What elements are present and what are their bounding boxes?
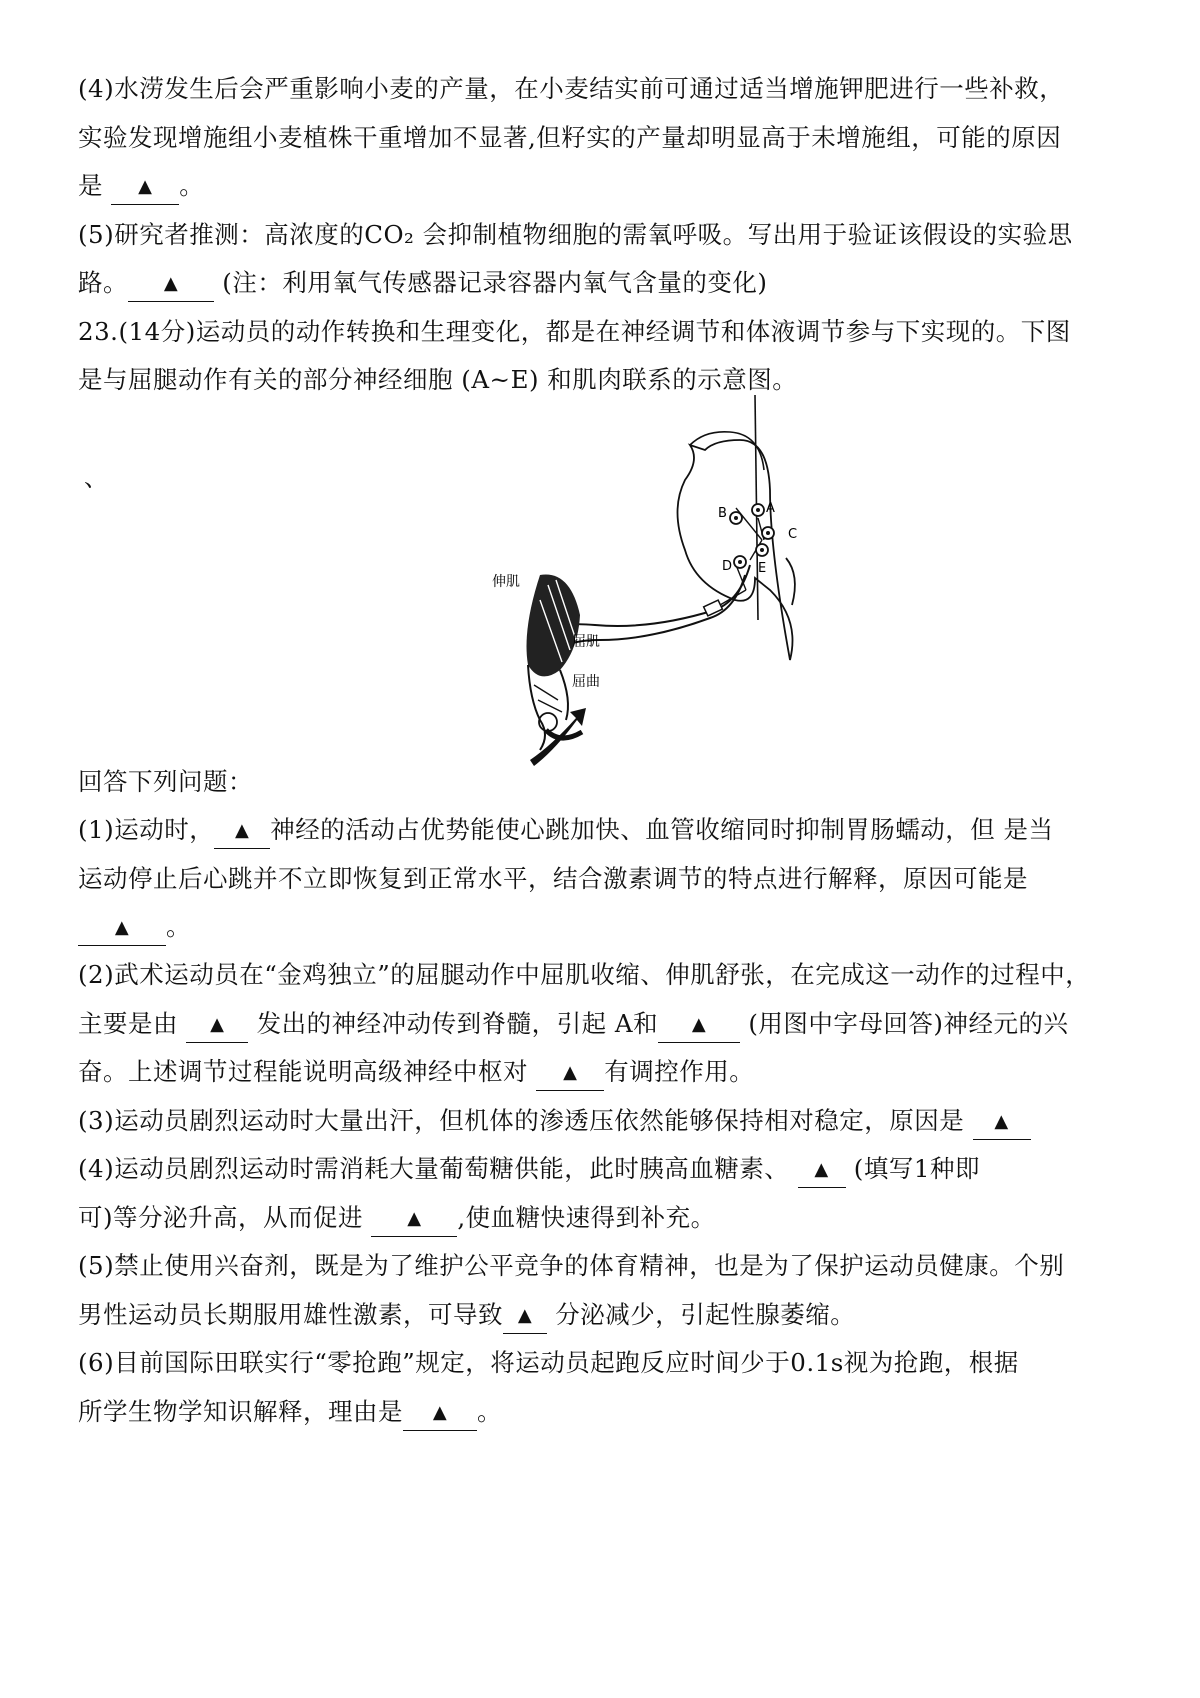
label-c: C	[788, 527, 798, 542]
text: 所学生物学知识解释，理由是	[78, 1397, 403, 1426]
q23-4-line1	[78, 1152, 980, 1188]
answer-blank[interactable]	[798, 1154, 846, 1188]
q22-5-line1	[78, 218, 1073, 252]
neuron-e	[756, 544, 768, 556]
q22-4-line2	[78, 121, 1061, 155]
blank-triangle-icon: ▲	[432, 1402, 448, 1423]
q23-intro-line1	[78, 315, 1071, 349]
motor-nerve-upper	[550, 565, 750, 630]
answer-blank[interactable]	[78, 912, 166, 946]
text: (6)目前国际田联实行“零抢跑”规定，将运动员起跑反应时间少于0.1s视为抢跑，根据	[78, 1348, 1019, 1377]
text: (5)研究者推测：高浓度的CO₂ 会抑制植物细胞的需氧呼吸。写出用于验证该假设的实验思	[78, 220, 1073, 249]
text: 。	[166, 912, 191, 941]
text: ,使血糖快速得到补充。	[457, 1203, 716, 1232]
q23-1-line2	[78, 862, 1028, 896]
text: 是	[78, 171, 103, 200]
spinal-cord-top	[690, 432, 764, 470]
text: 是与屈腿动作有关的部分神经细胞 (A~E) 和肌肉联系的示意图。	[78, 365, 798, 394]
answer-blank[interactable]	[403, 1397, 477, 1431]
text: 23.(14分)运动员的动作转换和生理变化，都是在神经调节和体液调节参与下实现的。下图	[78, 317, 1071, 346]
neuron-b	[730, 512, 742, 524]
neuron-d	[734, 556, 746, 568]
blank-triangle-icon: ▲	[114, 917, 130, 938]
answer-blank[interactable]	[973, 1106, 1031, 1140]
q23-2-line3	[78, 1055, 754, 1091]
q23-2-line1	[78, 958, 1090, 992]
text: (3)运动员剧烈运动时大量出汗，但机体的渗透压依然能够保持相对稳定，原因是	[78, 1106, 965, 1135]
q23-6-line2	[78, 1395, 502, 1431]
label-b: B	[718, 506, 727, 521]
text: 分泌减少，引起性腺萎缩。	[555, 1300, 856, 1329]
q23-5-line2	[78, 1298, 855, 1334]
blank-triangle-icon: ▲	[163, 273, 179, 294]
blank-triangle-icon: ▲	[210, 1014, 225, 1035]
reflex-arc-figure	[492, 400, 900, 780]
q23-1-line3	[78, 910, 191, 946]
text: (4)水涝发生后会严重影响小麦的产量，在小麦结实前可通过适当增施钾肥进行一些补救，	[78, 74, 1065, 103]
label-flexor: 屈肌	[572, 634, 600, 650]
q22-4-line1	[78, 72, 1064, 106]
text: 主要是由	[78, 1009, 178, 1038]
text: (注：利用氧气传感器记录容器内氧气含量的变化)	[222, 268, 768, 297]
blank-triangle-icon: ▲	[814, 1159, 829, 1180]
spinal-cord-outline	[678, 440, 793, 660]
label-a: A	[766, 501, 775, 516]
q22-5-line2	[78, 266, 767, 302]
text: (用图中字母回答)神经元的兴	[748, 1009, 1069, 1038]
text: 回答下列问题：	[78, 767, 253, 796]
q23-5-line1	[78, 1249, 1064, 1283]
label-flexion: 屈曲	[572, 674, 600, 690]
q23-prompt	[78, 765, 253, 799]
answer-blank[interactable]	[128, 268, 214, 302]
blank-triangle-icon: ▲	[517, 1305, 533, 1326]
text: 男性运动员长期服用雄性激素，可导致	[78, 1300, 503, 1329]
stray-mark: 、	[84, 464, 108, 492]
text: 运动停止后心跳并不立即恢复到正常水平，结合激素调节的特点进行解释，原因可能是	[78, 864, 1028, 893]
neuron-a	[752, 504, 764, 516]
answer-blank[interactable]	[186, 1009, 248, 1043]
text: 路。	[78, 268, 128, 297]
q23-6-line1	[78, 1346, 1019, 1380]
text: 神经的活动占优势能使心跳加快、血管收缩同时抑制胃肠蠕动，但 是当	[270, 815, 1054, 844]
blank-triangle-icon: ▲	[235, 820, 250, 841]
text: (4)运动员剧烈运动时需消耗大量葡萄糖供能，此时胰高血糖素、	[78, 1154, 790, 1183]
text: 有调控作用。	[604, 1057, 755, 1086]
blank-triangle-icon: ▲	[138, 176, 153, 197]
answer-blank[interactable]	[536, 1057, 604, 1091]
answer-blank[interactable]	[111, 171, 179, 205]
leg-muscles	[527, 575, 587, 767]
text: 。	[179, 171, 205, 200]
text: (1)运动时，	[78, 815, 215, 844]
blank-triangle-icon: ▲	[407, 1208, 422, 1229]
text: 发出的神经冲动传到脊髓，引起 A和	[256, 1009, 659, 1038]
label-extensor: 伸肌	[492, 574, 520, 590]
q23-3-line1	[78, 1104, 1031, 1140]
q23-intro-line2	[78, 363, 797, 397]
answer-blank[interactable]	[371, 1203, 457, 1237]
text: (填写1种即	[853, 1154, 980, 1183]
text: 奋。上述调节过程能说明高级神经中枢对	[78, 1057, 528, 1086]
q23-2-line2	[78, 1007, 1069, 1043]
text: 实验发现增施组小麦植株干重增加不显著,但籽实的产量却明显高于未增施组，可能的原因	[78, 123, 1062, 152]
neuron-c	[762, 527, 774, 539]
answer-blank[interactable]	[214, 815, 270, 849]
q22-4-line3	[78, 169, 204, 205]
text: (5)禁止使用兴奋剂，既是为了维护公平竞争的体育精神，也是为了保护运动员健康。个别	[78, 1251, 1065, 1280]
label-e: E	[758, 561, 767, 576]
blank-triangle-icon: ▲	[563, 1062, 578, 1083]
answer-blank[interactable]	[503, 1300, 547, 1334]
text: (2)武术运动员在“金鸡独立”的屈腿动作中屈肌收缩、伸肌舒张，在完成这一动作的过程中，	[78, 960, 1091, 989]
q23-1-line1	[78, 813, 1054, 849]
spinal-cord-edge	[786, 558, 795, 605]
q23-4-line2	[78, 1201, 716, 1237]
answer-blank[interactable]	[658, 1009, 740, 1043]
label-d: D	[722, 559, 733, 574]
text: 可)等分泌升高，从而促进	[78, 1203, 364, 1232]
blank-triangle-icon: ▲	[691, 1014, 707, 1035]
text: 。	[477, 1397, 502, 1426]
blank-triangle-icon: ▲	[994, 1111, 1009, 1132]
